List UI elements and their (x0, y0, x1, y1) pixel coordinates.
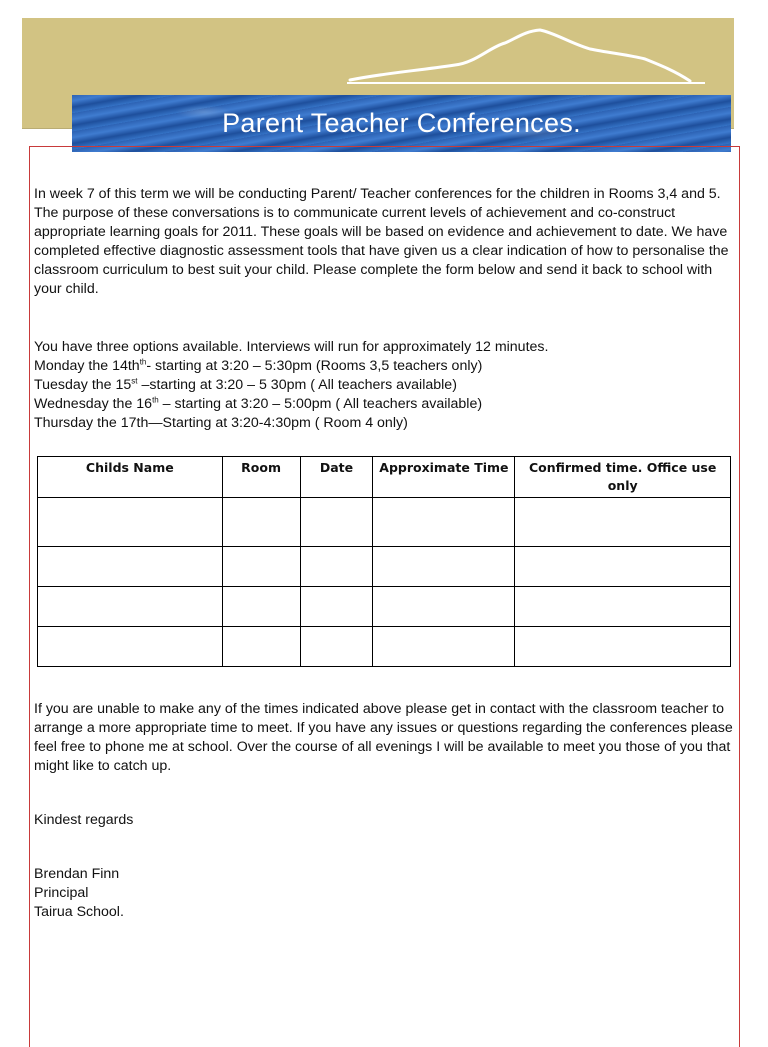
table-header-row (38, 457, 731, 498)
table-cell[interactable] (222, 587, 300, 627)
table-row (38, 627, 731, 667)
table-cell[interactable] (515, 498, 731, 547)
table-cell[interactable] (515, 627, 731, 667)
table-cell[interactable] (373, 547, 515, 587)
table-cell[interactable] (300, 587, 373, 627)
table-cell[interactable] (38, 627, 223, 667)
signature-role: Principal (34, 885, 89, 901)
header-approximate-time: Approximate Time (373, 457, 515, 498)
table-cell[interactable] (38, 547, 223, 587)
signature-name: Brendan Finn (34, 866, 120, 882)
option-tuesday: Tuesday the 15st –starting at 3:20 – 5 30pm ( All teachers available) (34, 376, 457, 393)
options-lead: You have three options available. Interviews will run for approximately 12 minutes. (34, 339, 549, 355)
header-date: Date (300, 457, 373, 498)
option-wednesday: Wednesday the 16th – starting at 3:20 – 5:00pm ( All teachers available) (34, 395, 483, 412)
table-row (38, 498, 731, 547)
regards: Kindest regards (34, 812, 134, 828)
table-cell[interactable] (222, 547, 300, 587)
page-title: Parent Teacher Conferences. (222, 108, 581, 138)
option-monday: Monday the $14th^{th}-$ starting at 3:20 – 5:30pm (Rooms 3,5 teachers only) (34, 357, 483, 374)
signature-block (34, 865, 124, 922)
table-cell[interactable] (38, 498, 223, 547)
table-cell[interactable] (300, 627, 373, 667)
header-room: Room (222, 457, 300, 498)
table-cell[interactable] (300, 547, 373, 587)
table-cell[interactable] (373, 587, 515, 627)
table-cell[interactable] (373, 627, 515, 667)
table-cell[interactable] (222, 498, 300, 547)
table-cell[interactable] (300, 498, 373, 547)
closing-paragraph: If you are unable to make any of the times indicated above please get in contact with the classroom teacher to arrange a more appropriate time to meet. If you have any issues or questions regarding the conferences please feel free to phone me at school. Over the course of all evenings I will be available to meet you those of you that might like to catch up. (34, 701, 733, 774)
table-cell[interactable] (38, 587, 223, 627)
mountain-icon (345, 25, 710, 87)
table-row (38, 547, 731, 587)
options-block (34, 338, 734, 433)
table-cell[interactable] (373, 498, 515, 547)
header-childs-name: Childs Name (38, 457, 223, 498)
title-banner (72, 95, 731, 152)
table-row (38, 587, 731, 627)
header-confirmed-time: Confirmed time. Office use only (515, 457, 731, 498)
booking-table (37, 456, 731, 667)
intro-paragraph: In week 7 of this term we will be conducting Parent/ Teacher conferences for the children in Rooms 3,4 and 5. The purpose of these conversations is to communicate current levels of achievement and co-construct appropriate learning goals for 2011. These goals will be based on evidence and achievement to date. We have completed effective diagnostic assessment tools that have given us a clear indication of how to personalise the classroom curriculum to best suit your child. Please complete the form below and send it back to school with your child. (34, 186, 729, 297)
table-cell[interactable] (515, 587, 731, 627)
signature-school: Tairua School. (34, 904, 124, 920)
table-cell[interactable] (515, 547, 731, 587)
option-thursday: Thursday the 17th—Starting at 3:20-4:30pm ( Room 4 only) (34, 415, 408, 431)
table-cell[interactable] (222, 627, 300, 667)
